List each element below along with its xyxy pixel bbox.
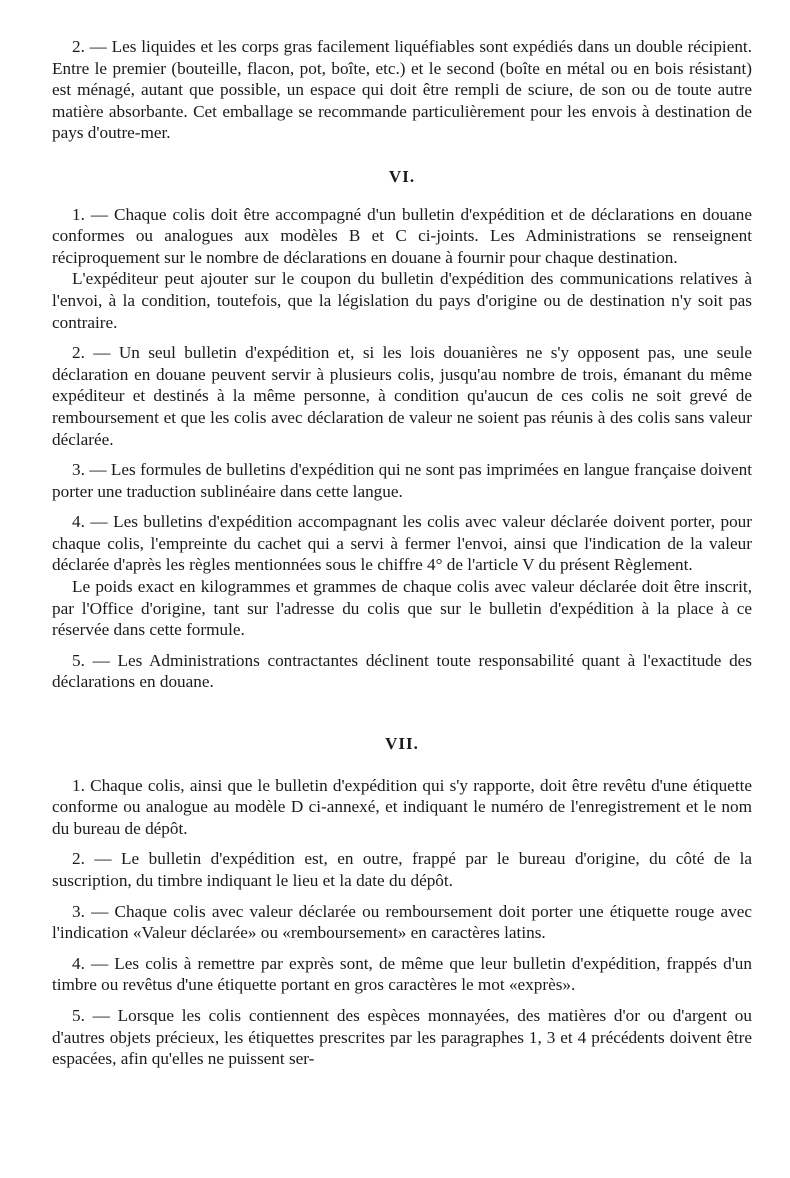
section-heading-vi: VI.: [388, 166, 416, 186]
paragraph-liquides: 2. — Les liquides et les corps gras facilement liquéfiables sont expédiés dans un double récipient. Entre le premier (bouteille, flacon, pot, boîte, etc.) et le second (boîte en métal ou en bois résistant) est ménagé, autant que possible, un espace qui doit être rempli de sciure, de son ou de toute autre matière absorbante. Cet emballage se recommande particulièrement pour les envois à destination de pays d'outre-mer.: [52, 37, 752, 143]
paragraph-vi-4-poids: Le poids exact en kilogrammes et grammes de chaque colis avec valeur déclarée doit être inscrit, par l'Office d'origine, tant sur l'adresse du colis que sur le bulletin d'expédition à la place à ce réservée dans cette formule.: [52, 577, 752, 640]
paragraph-vii-5: 5. — Lorsque les colis contiennent des espèces monnayées, des matières d'or ou d'argent ou d'autres objets précieux, les étiquettes prescrites par les paragraphes 1, 3 et 4 précédents doivent être espacées, afin qu'elles ne puissent ser-: [52, 1005, 752, 1069]
section-heading-vii: VII.: [385, 734, 419, 754]
document-page: [52, 36, 752, 1070]
paragraph-vi-3: 3. — Les formules de bulletins d'expédition qui ne sont pas imprimées en langue française doivent porter une traduction sublinéaire dans cette langue.: [52, 460, 752, 501]
paragraph-vi-1-expediteur: L'expéditeur peut ajouter sur le coupon du bulletin d'expédition des communications relatives à l'envoi, à la condition, toutefois, que la législation du pays d'origine ou de destination n'y soit pas contraire.: [52, 269, 752, 332]
paragraph-vi-2: 2. — Un seul bulletin d'expédition et, si les lois douanières ne s'y opposent pas, une seule déclaration en douane peuvent servir à plusieurs colis, jusqu'au nombre de trois, émanant du même expéditeur et destinés à la même personne, à condition qu'aucun de ces colis ne soit grevé de remboursement et que les colis avec déclaration de valeur ne soient pas réunis à des colis sans valeur déclarée.: [52, 343, 752, 449]
paragraph-vi-4: 4. — Les bulletins d'expédition accompagnant les colis avec valeur déclarée doivent porter, pour chaque colis, l'empreinte du cachet qui a servi à fermer l'envoi, ainsi que l'indication de la valeur déclarée d'après les règles mentionnées sous le chiffre 4° de l'article V du présent Règlement.: [52, 512, 752, 575]
paragraph-vii-2: 2. — Le bulletin d'expédition est, en outre, frappé par le bureau d'origine, du côté de la suscription, du timbre indiquant le lieu et la date du dépôt.: [52, 849, 752, 890]
paragraph-vii-4: 4. — Les colis à remettre par exprès sont, de même que leur bulletin d'expédition, frappés d'un timbre ou revêtus d'une étiquette portant en gros caractères le mot «exprès».: [52, 953, 752, 995]
paragraph-vi-1: 1. — Chaque colis doit être accompagné d'un bulletin d'expédition et de déclarations en douane conformes ou analogues aux modèles B et C ci-joints. Les Administrations se renseignent réciproquement sur le nombre de déclarations en douane à fournir pour chaque destination.: [52, 204, 752, 267]
paragraph-vi-5: 5. — Les Administrations contractantes déclinent toute responsabilité quant à l'exactitude des déclarations en douane.: [52, 650, 752, 692]
paragraph-vii-1: 1. Chaque colis, ainsi que le bulletin d'expédition qui s'y rapporte, doit être revêtu d'une étiquette conforme ou analogue au modèle D ci-annexé, et indiquant le numéro de l'enregistrement et le nom du bureau de dépôt.: [52, 775, 752, 838]
paragraph-vii-3: 3. — Chaque colis avec valeur déclarée ou remboursement doit porter une étiquette rouge avec l'indication «Valeur déclarée» ou «remboursement» en caractères latins.: [52, 901, 752, 943]
